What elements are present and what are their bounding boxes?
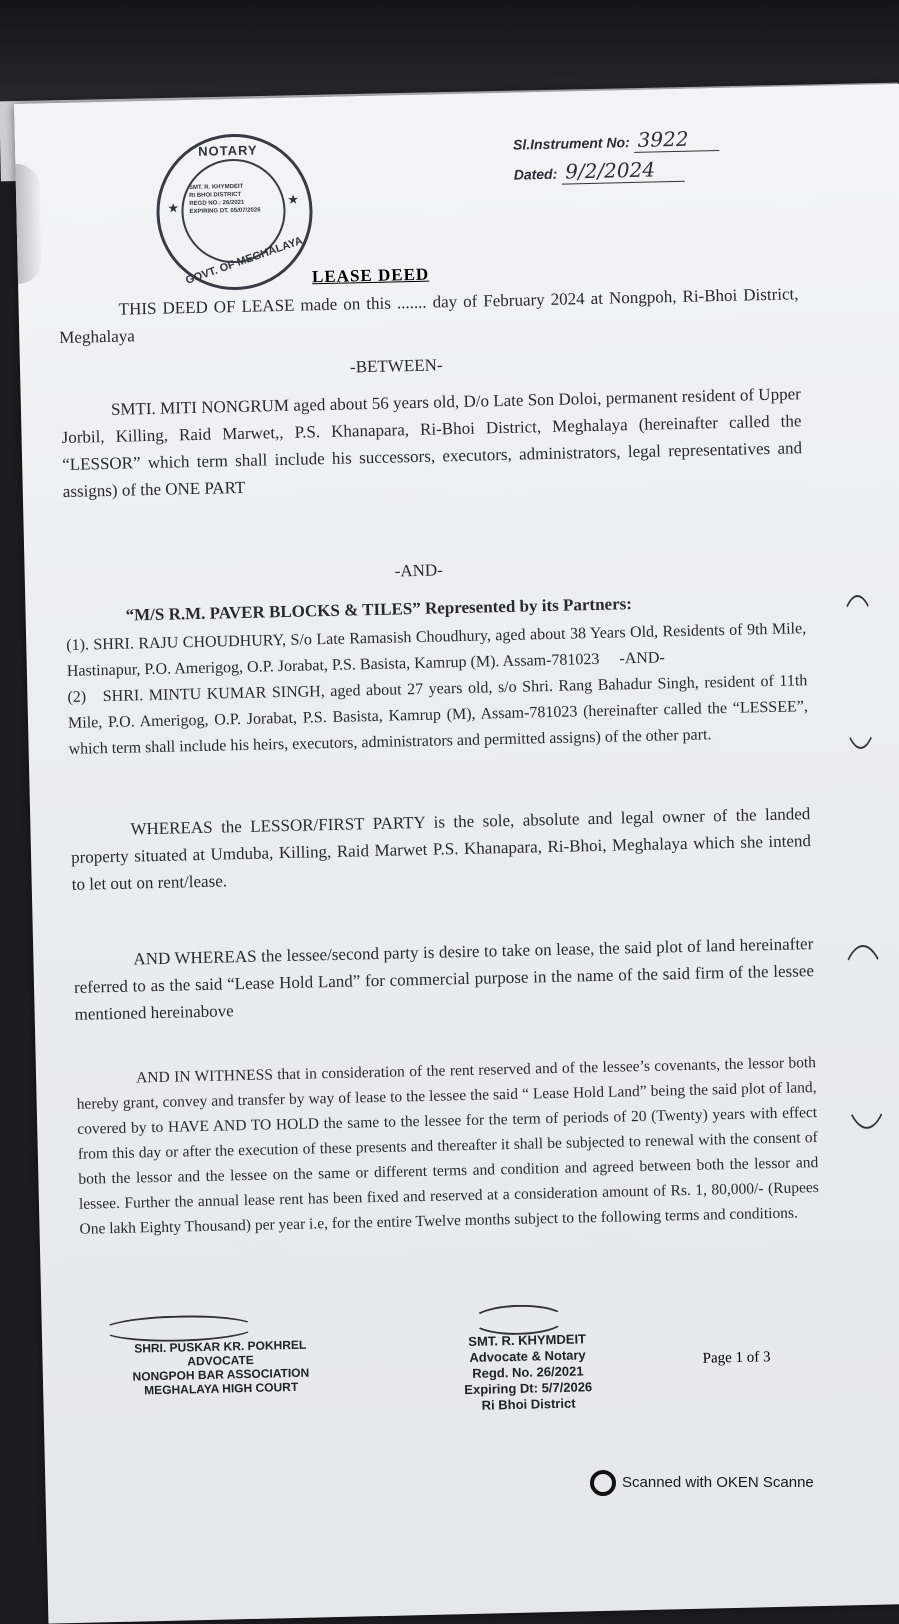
page-curl xyxy=(15,163,42,284)
stamp-line: EXPIRING DT. 05/07/2026 xyxy=(189,207,261,216)
stamp-line: REGD NO.: 26/2021 xyxy=(189,199,245,208)
advocate-court: MEGHALAYA HIGH COURT xyxy=(144,1379,299,1398)
whereas-paragraph: WHEREAS the LESSOR/FIRST PARTY is the sole, absolute and legal owner of the landed property situated at Umduba, Killing, Raid Marwet P.S. Khanapara, Ri-Bhoi, Meghalaya which she intend to let out on rent/lease. xyxy=(70,804,812,894)
advocate-name: SHRI. PUSKAR KR. POKHREL xyxy=(134,1337,307,1356)
oken-logo-icon xyxy=(590,1470,616,1496)
notary-district: Ri Bhoi District xyxy=(481,1395,576,1413)
stamp-details xyxy=(189,182,280,216)
and-whereas-paragraph: AND WHEREAS the lessee/second party is desire to take on lease, the said plot of land hereinafter referred to as the said “Lease Hold Land” for commercial purpose in the name of the said firm of the lessee mentioned hereinabove xyxy=(73,934,815,1024)
document-page xyxy=(14,84,899,1624)
notary-stamp xyxy=(155,132,314,291)
witness-paragraph: AND IN WITHNESS that in consideration of the rent reserved and of the lessee’s covenants, the lessor both hereby grant, convey and transfer by way of lease to the lessee the said “ Lease Hold Land” being the said plot of land, covered by to HAVE AND TO HOLD the same to the lessee for the term of periods of 20 (Twenty) years with effect from this day or after the execution of these presents and thereafter it shall be subjected to renewal with the consent of both the lessor and the lessee on the same or different terms and condition and agreed between both the lessor and lessee. Further the annual lease rent has been fixed and reserved at a consideration amount of Rs. 1, 80,000/- (Rupees One lakh Eighty Thousand) per year i.e, for the entire Twelve months subject to the following terms and conditions. xyxy=(76,1054,819,1238)
dated-label: Dated: xyxy=(513,165,558,183)
lessor-paragraph: SMTI. MITI NONGRUM aged about 56 years old, D/o Late Son Doloi, permanent resident of Upper Jorbil, Killing, Raid Marwet,, P.S. Khanapara, Ri-Bhoi District, Meghalaya (hereinafter called the “LESSOR” which term shall include his successors, executors, administrators, legal representatives and assigns) of the ONE PART xyxy=(61,384,803,501)
scanner-text: Scanned with OKEN Scanne xyxy=(622,1473,814,1491)
margin-signature-2 xyxy=(833,944,896,1129)
notary-expiry: Expiring Dt: 5/7/2026 xyxy=(464,1379,593,1398)
stamp-bottom-text: GOVT. OF MEGHALAYA xyxy=(184,234,305,287)
star-icon: ★ xyxy=(167,200,180,216)
notary-name: SMT. R. KHYMDEIT xyxy=(468,1331,587,1350)
stamp-line: SMT. R. KHYMDEIT xyxy=(188,183,244,192)
star-icon: ★ xyxy=(287,191,300,207)
between-heading: -BETWEEN- xyxy=(349,355,443,377)
partner-one: (1). SHRI. RAJU CHOUDHURY, S/o Late Ramasish Choudhury, aged about 38 Years Old, Residents of 9th Mile, Hastinapur, P.O. Amerigog, O.P. Jorabat, P.S. Basista, Kamrup (M). Assam-781023 -AND- xyxy=(66,620,807,680)
stamp-top-text: NOTARY xyxy=(197,142,258,159)
advocate-title: ADVOCATE xyxy=(187,1352,254,1369)
advocate-assoc: NONGPOH BAR ASSOCIATION xyxy=(132,1365,310,1384)
instrument-block xyxy=(513,126,720,191)
instrument-number: 3922 xyxy=(633,126,718,153)
instrument-label: Sl.Instrument No: xyxy=(512,134,630,153)
instrument-date: 9/2/2024 xyxy=(561,157,685,185)
notary-title: Advocate & Notary xyxy=(469,1347,586,1365)
partner-two: (2) SHRI. MINTU KUMAR SINGH, aged about 27 years old, s/o Shri. Rang Bahadur Singh, resident of 11th Mile, P.O. Amerigog, O.P. Jorabat, P.S. Basista, Kamrup (M), Assam-781023 (hereinafter called the “LESSEE”, which term shall include his heirs, executors, administrators and permitted assigns) of the other part. xyxy=(67,672,809,758)
notary-regd: Regd. No. 26/2021 xyxy=(472,1363,584,1381)
and-heading: -AND- xyxy=(394,560,444,581)
scanner-watermark xyxy=(590,1470,814,1496)
advocate-block xyxy=(110,1337,331,1398)
firm-name: “M/S R.M. PAVER BLOCKS & TILES” Represented by its Partners: xyxy=(125,594,633,625)
page-number: Page 1 of 3 xyxy=(702,1349,771,1367)
document-title: LEASE DEED xyxy=(311,264,430,287)
notary-block xyxy=(437,1331,619,1415)
intro-paragraph: THIS DEED OF LEASE made on this ....... day of February 2024 at Nongpoh, Ri-Bhoi District, Meghalaya xyxy=(59,284,799,348)
margin-signature-1 xyxy=(835,594,882,749)
stamp-line: RI BHOI DISTRICT xyxy=(189,191,242,200)
